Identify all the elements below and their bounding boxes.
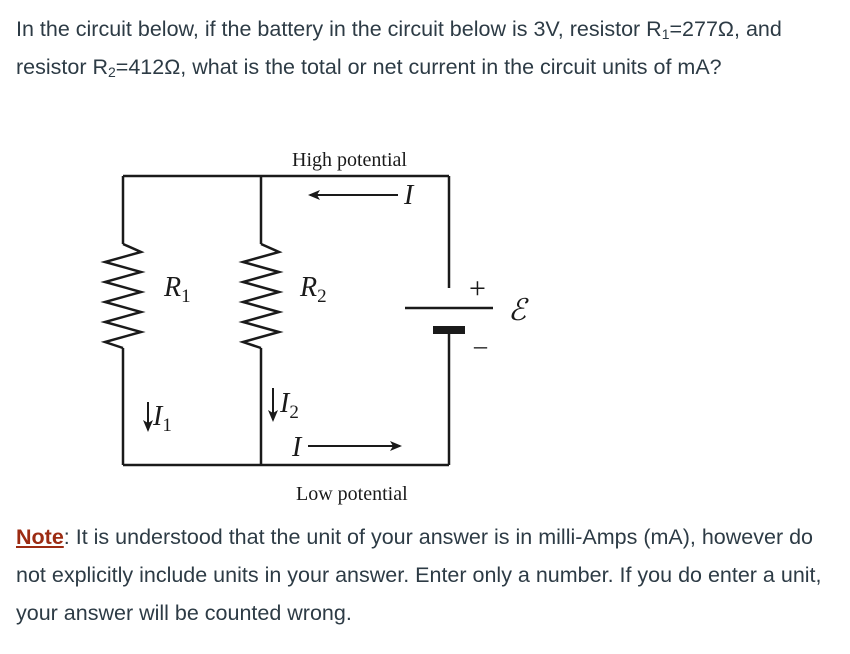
resistor-r2 (243, 244, 279, 348)
current-label-i2: $I_2$ (280, 388, 299, 423)
note-paragraph (16, 518, 836, 632)
current-label-i1: $I_1$ (153, 401, 172, 436)
battery-plus-sign: + (469, 272, 486, 305)
low-potential-label: Low potential (296, 483, 408, 505)
note-label: Note (16, 525, 64, 549)
resistor-r1 (105, 244, 141, 348)
battery-minus-sign: – (474, 331, 487, 360)
question-text: In the circuit below, if the battery in the circuit below is 3V, resistor $R_1=277\Omega$, and resistor $R_2=412\Omega$, what is the total or net current in the circuit units of mA? (16, 17, 782, 80)
emf-symbol: ℰ (508, 294, 527, 327)
high-potential-label: High potential (292, 149, 407, 171)
resistor-r2-label: $R_2$ (300, 272, 327, 307)
resistor-r1-label: $R_1$ (164, 272, 191, 307)
note-text: : It is understood that the unit of your answer is in milli-Amps (mA), however do not explicitly include units in your answer. Enter only a number. If you do enter a unit, your answer will be counted wrong. (16, 525, 822, 625)
battery-negative-plate (433, 326, 465, 334)
current-label-top: I (404, 180, 414, 211)
circuit-diagram (0, 140, 560, 515)
current-label-bottom: I (292, 432, 302, 463)
